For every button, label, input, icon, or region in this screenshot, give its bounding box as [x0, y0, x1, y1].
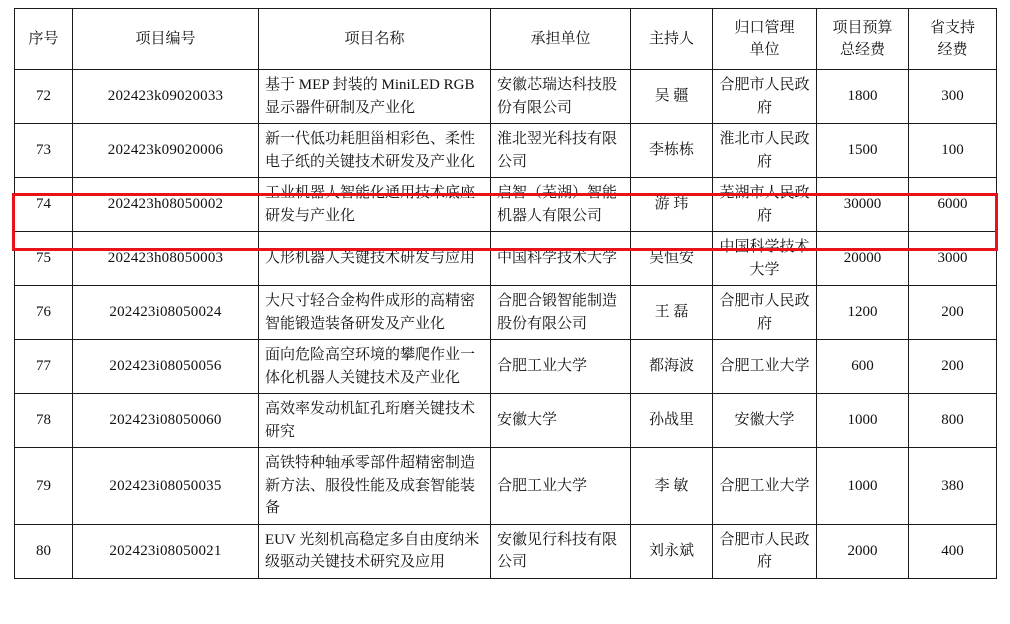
column-header-province-support-line1: 省支持	[929, 19, 975, 36]
cell-leader: 吴恒安	[631, 232, 713, 286]
cell-total-budget: 1000	[817, 394, 909, 448]
cell-admin-unit: 芜湖市人民政府	[713, 178, 817, 232]
table-header	[15, 9, 997, 70]
cell-undertaking-unit: 安徽见行科技有限公司	[491, 524, 631, 578]
table-header-row	[15, 9, 997, 70]
cell-project-name: 大尺寸轻合金构件成形的高精密智能锻造装备研发及产业化	[259, 286, 491, 340]
cell-leader: 李栋栋	[631, 124, 713, 178]
cell-total-budget: 30000	[817, 178, 909, 232]
cell-project-name: 高铁特种轴承零部件超精密制造新方法、服役性能及成套智能装备	[259, 448, 491, 525]
cell-seq: 79	[15, 448, 73, 525]
cell-leader: 游 玮	[631, 178, 713, 232]
table-body	[15, 70, 997, 579]
cell-province-support: 380	[909, 448, 997, 525]
cell-project-code: 202423i08050035	[73, 448, 259, 525]
cell-seq: 72	[15, 70, 73, 124]
column-header-total-budget-line1: 项目预算	[832, 19, 893, 36]
column-header-leader	[631, 9, 713, 70]
cell-undertaking-unit: 合肥工业大学	[491, 448, 631, 525]
cell-project-name: 面向危险高空环境的攀爬作业一体化机器人关键技术及产业化	[259, 340, 491, 394]
cell-total-budget: 1800	[817, 70, 909, 124]
cell-admin-unit: 合肥工业大学	[713, 448, 817, 525]
column-header-project-code	[73, 9, 259, 70]
cell-total-budget: 1200	[817, 286, 909, 340]
cell-undertaking-unit: 安徽芯瑞达科技股份有限公司	[491, 70, 631, 124]
cell-seq: 78	[15, 394, 73, 448]
column-header-project-name-line1: 项目名称	[344, 30, 405, 47]
cell-leader: 孙战里	[631, 394, 713, 448]
column-header-province-support	[909, 9, 997, 70]
cell-total-budget: 600	[817, 340, 909, 394]
cell-seq: 73	[15, 124, 73, 178]
cell-project-code: 202423i08050060	[73, 394, 259, 448]
cell-total-budget: 20000	[817, 232, 909, 286]
column-header-seq-line1: 序号	[28, 30, 59, 47]
cell-leader: 刘永斌	[631, 524, 713, 578]
document-page	[0, 8, 1010, 624]
cell-province-support: 6000	[909, 178, 997, 232]
cell-admin-unit: 安徽大学	[713, 394, 817, 448]
column-header-admin-unit	[713, 9, 817, 70]
cell-province-support: 800	[909, 394, 997, 448]
cell-undertaking-unit: 启智（芜湖）智能机器人有限公司	[491, 178, 631, 232]
cell-project-code: 202423i08050021	[73, 524, 259, 578]
column-header-admin-unit-line1: 归口管理	[734, 19, 795, 36]
cell-undertaking-unit: 合肥工业大学	[491, 340, 631, 394]
table-row	[15, 394, 997, 448]
table-row	[15, 524, 997, 578]
column-header-total-budget-line2: 总经费	[839, 42, 885, 58]
cell-seq: 77	[15, 340, 73, 394]
cell-province-support: 300	[909, 70, 997, 124]
column-header-undertaking-unit	[491, 9, 631, 70]
column-header-leader-line1: 主持人	[648, 30, 694, 47]
cell-project-code: 202423h08050002	[73, 178, 259, 232]
cell-total-budget: 1000	[817, 448, 909, 525]
cell-undertaking-unit: 中国科学技术大学	[491, 232, 631, 286]
table-row	[15, 286, 997, 340]
cell-seq: 75	[15, 232, 73, 286]
column-header-seq	[15, 9, 73, 70]
cell-project-code: 202423k09020033	[73, 70, 259, 124]
cell-project-code: 202423k09020006	[73, 124, 259, 178]
cell-province-support: 100	[909, 124, 997, 178]
table-row	[15, 340, 997, 394]
cell-admin-unit: 合肥工业大学	[713, 340, 817, 394]
table-row	[15, 124, 997, 178]
cell-project-code: 202423h08050003	[73, 232, 259, 286]
cell-admin-unit: 合肥市人民政府	[713, 286, 817, 340]
cell-seq: 74	[15, 178, 73, 232]
table-row	[15, 70, 997, 124]
cell-admin-unit: 合肥市人民政府	[713, 70, 817, 124]
cell-province-support: 400	[909, 524, 997, 578]
cell-seq: 76	[15, 286, 73, 340]
cell-seq: 80	[15, 524, 73, 578]
cell-project-name: 高效率发动机缸孔珩磨关键技术研究	[259, 394, 491, 448]
cell-province-support: 200	[909, 340, 997, 394]
column-header-project-name	[259, 9, 491, 70]
cell-project-name: 基于 MEP 封装的 MiniLED RGB 显示器件研制及产业化	[259, 70, 491, 124]
cell-leader: 王 磊	[631, 286, 713, 340]
cell-project-name: 工业机器人智能化通用技术底座研发与产业化	[259, 178, 491, 232]
cell-undertaking-unit: 淮北翌光科技有限公司	[491, 124, 631, 178]
column-header-admin-unit-line2: 单位	[749, 42, 780, 58]
table-row	[15, 232, 997, 286]
cell-undertaking-unit: 合肥合锻智能制造股份有限公司	[491, 286, 631, 340]
cell-province-support: 3000	[909, 232, 997, 286]
cell-undertaking-unit: 安徽大学	[491, 394, 631, 448]
cell-leader: 吴 疆	[631, 70, 713, 124]
table-row	[15, 448, 997, 525]
cell-project-code: 202423i08050056	[73, 340, 259, 394]
grant-project-table	[14, 8, 997, 579]
cell-project-name: 人形机器人关键技术研发与应用	[259, 232, 491, 286]
cell-admin-unit: 中国科学技术大学	[713, 232, 817, 286]
column-header-total-budget	[817, 9, 909, 70]
column-header-province-support-line2: 经费	[937, 42, 968, 58]
column-header-project-code-line1: 项目编号	[135, 30, 196, 47]
cell-admin-unit: 合肥市人民政府	[713, 524, 817, 578]
cell-province-support: 200	[909, 286, 997, 340]
cell-admin-unit: 淮北市人民政府	[713, 124, 817, 178]
cell-leader: 都海波	[631, 340, 713, 394]
cell-total-budget: 1500	[817, 124, 909, 178]
cell-leader: 李 敏	[631, 448, 713, 525]
cell-project-code: 202423i08050024	[73, 286, 259, 340]
cell-total-budget: 2000	[817, 524, 909, 578]
table-row-highlighted	[15, 178, 997, 232]
cell-project-name: EUV 光刻机高稳定多自由度纳米级驱动关键技术研究及应用	[259, 524, 491, 578]
cell-project-name: 新一代低功耗胆甾相彩色、柔性电子纸的关键技术研发及产业化	[259, 124, 491, 178]
column-header-undertaking-unit-line1: 承担单位	[530, 30, 591, 47]
